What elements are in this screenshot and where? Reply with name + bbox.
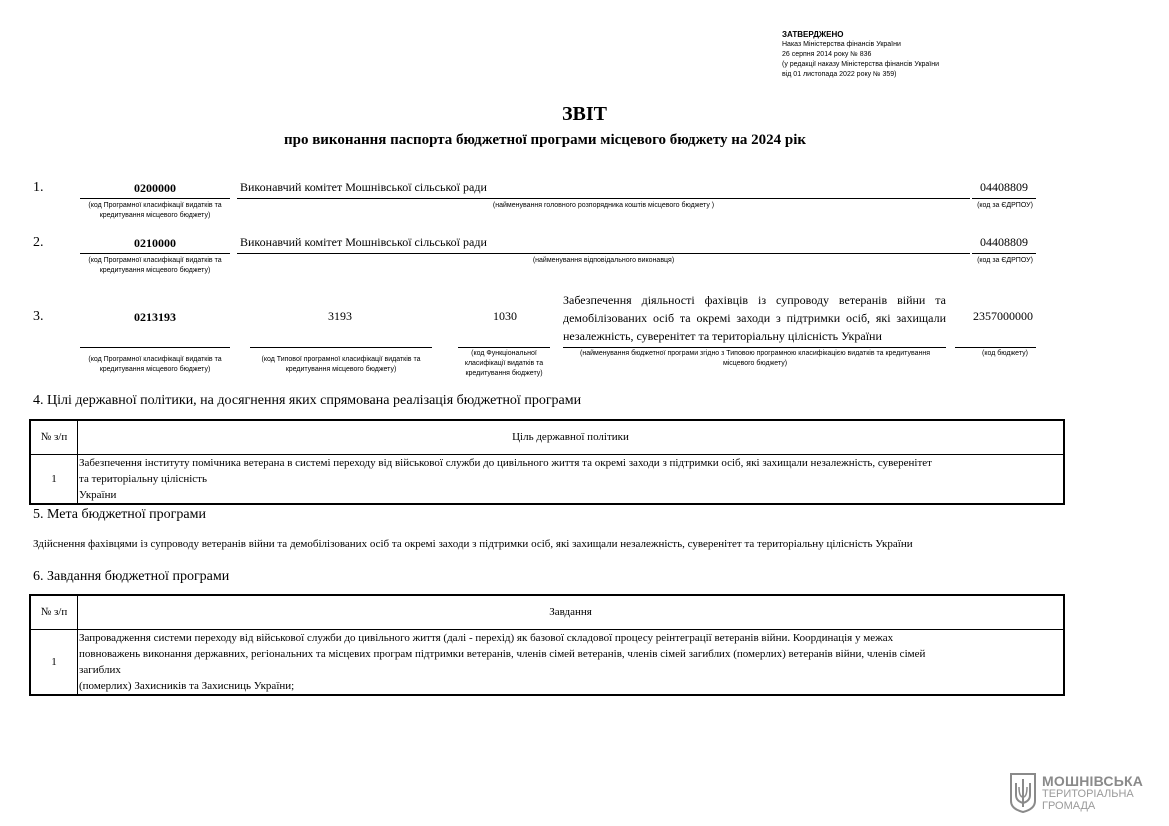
row1-caption-code: (код Програмної класифікації видатків та кредитування місцевого бюджету) <box>88 202 222 219</box>
row2-caption-code: (код Програмної класифікації видатків та кредитування місцевого бюджету) <box>88 257 222 274</box>
section4-col-goal: Ціль державної політики <box>78 420 1065 454</box>
row3-caption-typical: (код Типової програмної класифікації видатків та кредитування місцевого бюджету) <box>261 356 421 373</box>
section4-col-num: № з/п <box>30 420 78 454</box>
section6-row-text <box>78 629 1065 695</box>
logo-line-1: МОШНІВСЬКА <box>1042 773 1144 789</box>
task-text-line: Запровадження системи переходу від військової служби до цивільного життя (далі - перехід) як базової складової процесу реінтеграції ветеранів війни. Координація у межах <box>79 631 894 644</box>
row1-caption-name: (найменування головного розпорядника коштів місцевого бюджету ) <box>492 202 715 209</box>
row3-program-name: Забезпечення діяльності фахівців із супроводу ветеранів війни та демобілізованих осіб та окремі заходи з підтримки осіб, які захищали незалежність, суверенітет та територіальну цілісність України <box>563 293 946 343</box>
section6-col-num: № з/п <box>30 595 78 629</box>
row2-edrpou: 04408809 <box>980 235 1028 249</box>
approval-head: ЗАТВЕРДЖЕНО <box>782 30 844 39</box>
community-logo <box>1010 773 1150 815</box>
row3-caption-budget: (код бюджету) <box>982 350 1028 357</box>
approval-line: від 01 листопада 2022 року № 359) <box>782 71 897 78</box>
row2-executor-name: Виконавчий комітет Мошнівської сільської ради <box>240 235 487 249</box>
approval-line: Наказ Міністерства фінансів України <box>782 41 901 48</box>
section4-table <box>29 419 1065 505</box>
task-text-line: повноважень виконання державних, регіональних та місцевих програм підтримки ветеранів, членів сімей ветеранів, членів сімей загиблих (померлих) ветеранів війни, членів сімей <box>79 647 926 660</box>
row2-code-line <box>80 253 230 254</box>
row3-caption-functional: (код Функціональної класифікації видатків та кредитування бюджету) <box>464 350 544 377</box>
section5-title: 5. Мета бюджетної програми <box>33 507 206 522</box>
logo-line-2 <box>1042 788 1134 812</box>
table-row <box>30 454 1064 504</box>
logo-line-3-text: ГРОМАДА <box>1042 800 1096 812</box>
section6-row-num: 1 <box>30 629 78 695</box>
row3-functional-code: 1030 <box>493 309 517 323</box>
goal-text-line: Забезпечення інституту помічника ветерана в системі переходу від військової служби до цивільного життя та окремі заходи з підтримки осіб, які захищали незалежність, суверенітет <box>79 456 932 469</box>
row1-caption-edrpou: (код за ЄДРПОУ) <box>977 202 1033 209</box>
row1-program-code: 0200000 <box>134 181 176 195</box>
task-text-line: загиблих <box>79 663 121 676</box>
row1-edrpou: 04408809 <box>980 180 1028 194</box>
task-text-line: (померлих) Захисників та Захисниць України; <box>79 679 295 692</box>
section4-row-text <box>78 454 1065 504</box>
row3-program-code: 0213193 <box>134 310 176 324</box>
section4-header-row <box>30 420 1064 454</box>
row3-budget-line <box>955 347 1036 348</box>
section6-col-task: Завдання <box>78 595 1065 629</box>
section6-header-row <box>30 595 1064 629</box>
trident-shield-icon <box>1010 773 1036 813</box>
row3-typical-line <box>250 347 432 348</box>
row1-manager-name: Виконавчий комітет Мошнівської сільської ради <box>240 180 487 194</box>
row2-name-line <box>237 253 970 254</box>
row3-name-line <box>563 347 946 348</box>
row1-number: 1. <box>33 180 44 195</box>
row2-program-code: 0210000 <box>134 236 176 250</box>
table-row <box>30 629 1064 695</box>
row1-code-line <box>80 198 230 199</box>
row1-edrpou-line <box>972 198 1036 199</box>
section6-title: 6. Завдання бюджетної програми <box>33 569 230 584</box>
row3-number: 3. <box>33 309 44 324</box>
report-subtitle: про виконання паспорта бюджетної програми місцевого бюджету на 2024 рік <box>283 132 807 148</box>
row2-caption-name: (найменування відповідального виконавця) <box>532 257 675 264</box>
row1-name-line <box>237 198 970 199</box>
report-title: ЗВІТ <box>561 103 608 125</box>
row2-number: 2. <box>33 235 44 250</box>
row3-typical-code: 3193 <box>328 309 352 323</box>
row3-code-line <box>80 347 230 348</box>
row3-budget-code: 2357000000 <box>973 309 1033 323</box>
row3-caption-code: (код Програмної класифікації видатків та кредитування місцевого бюджету) <box>88 356 222 373</box>
approval-line: (у редакції наказу Міністерства фінансів України <box>782 61 940 68</box>
section4-title: 4. Цілі державної політики, на досягнення яких спрямована реалізація бюджетної програми <box>33 393 582 408</box>
approval-block <box>782 30 939 80</box>
section5-text: Здійснення фахівцями із супроводу ветеранів війни та демобілізованих осіб та окремі заходи з підтримки осіб, які захищали незалежність, суверенітет та територіальну цілісність України <box>33 538 913 550</box>
section6-table <box>29 594 1065 696</box>
approval-line: 26 серпня 2014 року № 836 <box>782 51 872 58</box>
row3-functional-line <box>458 347 550 348</box>
section4-row-num: 1 <box>30 454 78 504</box>
row3-caption-name: (найменування бюджетної програми згідно з Типовою програмною класифікацією видатків та кредитування місцевого бюджету) <box>580 350 930 367</box>
goal-text-line: та територіальну цілісність <box>79 472 208 485</box>
logo-line-2-text: ТЕРИТОРІАЛЬНА <box>1042 788 1134 800</box>
row2-caption-edrpou: (код за ЄДРПОУ) <box>977 257 1033 264</box>
goal-text-line: України <box>79 488 117 501</box>
row2-edrpou-line <box>972 253 1036 254</box>
